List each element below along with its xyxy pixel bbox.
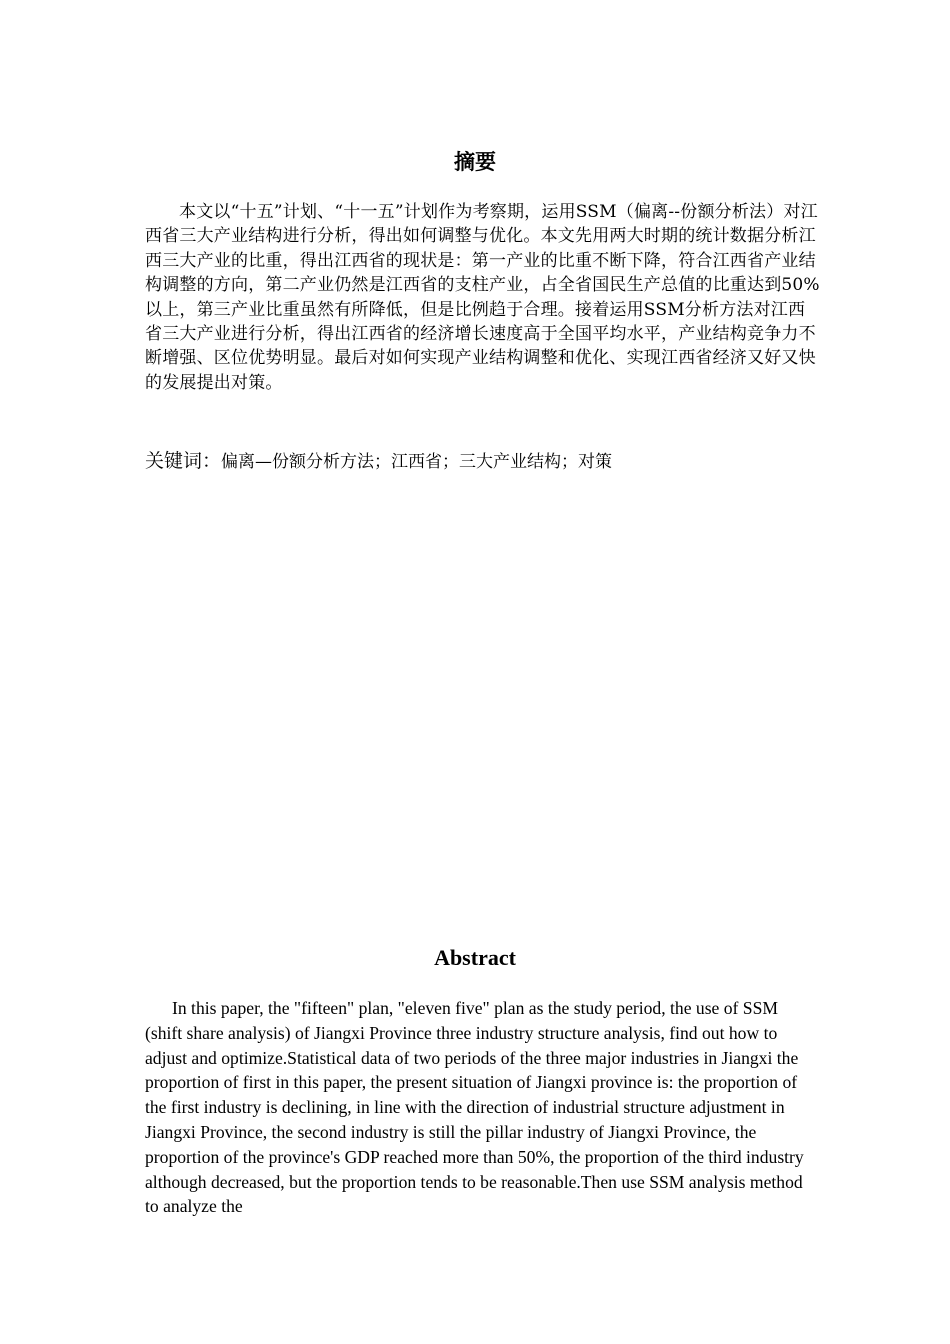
chinese-abstract-body: 本文以“十五”计划、“十一五”计划作为考察期，运用SSM（偏离--份额分析法）对江西省三大产业结构进行分析，得出如何调整与优化。本文先用两大时期的统计数据分析江西三大产业的比重，得出江西省的现状是：第一产业的比重不断下降，符合江西省产业结构调整的方向，第二产业仍然是江西省的支柱产业，占全省国民生产总值的比重达到50%以上，第三产业比重虽然有所降低，但是比例趋于合理。接着运用SSM分析方法对江西省三大产业进行分析，得出江西省的经济增长速度高于全国平均水平，产业结构竞争力不断增强、区位优势明显。最后对如何实现产业结构调整和优化、实现江西省经济又好又快的发展提出对策。 (145, 202, 820, 393)
keywords-label: 关键词： (145, 450, 222, 472)
english-abstract-title: Abstract (434, 945, 516, 970)
chinese-abstract-title: 摘要 (454, 150, 496, 174)
english-abstract-body: In this paper, the "fifteen" plan, "eleven five" plan as the study period, the use of SSM (shift share analysis) of Jiangxi Province three industry structure analysis, find out how to adjust and optimize.Statistical data of two periods of the three major industries in Jiangxi the proportion of first in this paper, the present situation of Jiangxi province is: the proportion of the first industry is declining, in line with the direction of industrial structure adjustment in Jiangxi Province, the second industry is still the pillar industry of Jiangxi Province, the proportion of the province's GDP reached more than 50%, the proportion of the third industry although decreased, but the proportion tends to be reasonable.Then use SSM analysis method to analyze the (145, 998, 804, 1217)
keywords-list: 偏离—份额分析方法；江西省；三大产业结构；对策 (221, 452, 613, 472)
chinese-keywords (145, 448, 820, 475)
